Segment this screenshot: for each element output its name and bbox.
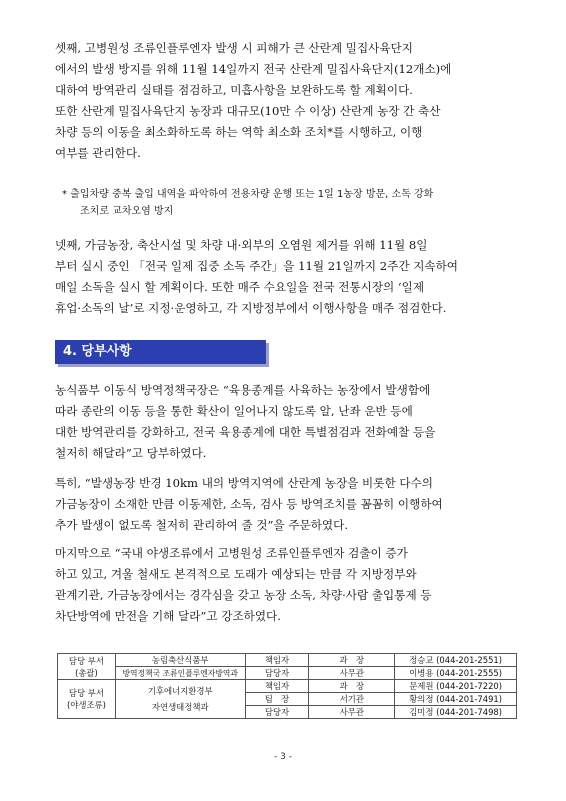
title-cell: 사무관	[309, 706, 395, 719]
org-label: 기후에너지환경부	[147, 686, 213, 696]
text-line: 하고 있고, 겨울 철새도 본격적으로 도래가 예상되는 만큼 각 지방정부와	[55, 567, 417, 581]
org-label: 자연생태정책과	[151, 702, 209, 712]
text-line: 또한 산란계 밀집사육단지 농장과 대규모(10만 수 이상) 산란계 농장 간 축산	[55, 104, 441, 118]
role-cell: 담당자	[245, 706, 309, 719]
org-cell: 방역정책국 조류인플루엔자방역과	[115, 667, 245, 680]
role-cell: 책임자	[245, 654, 309, 667]
text-line: 차량 등의 이동을 최소화하도록 하는 역학 최소화 조치*를 시행하고, 이행	[55, 125, 423, 139]
dept-cell	[58, 654, 116, 680]
text-line: 셋째, 고병원성 조류인플루엔자 발생 시 피해가 큰 산란계 밀집사육단지	[55, 41, 413, 55]
text-line: 철저히 해달라”고 당부하였다.	[55, 446, 207, 460]
title-cell: 과 장	[309, 654, 395, 667]
paragraph-request	[55, 380, 515, 464]
name-cell: 김미정 (044-201-7498)	[395, 706, 517, 719]
dept-label: (야생조류)	[66, 700, 106, 710]
dept-label: 담당 부서	[68, 655, 104, 666]
table-row	[58, 667, 517, 680]
paragraph-final	[55, 543, 515, 627]
text-line: 휴업·소독의 날’로 지정·운영하고, 각 지방정부에서 이행사항을 매주 점검한다.	[55, 301, 447, 315]
text-line: 특히, “발생농장 반경 10km 내의 방역지역에 산란계 농장을 비롯한 다수의	[55, 476, 433, 490]
name-cell: 황의정 (044-201-7491)	[395, 693, 517, 706]
role-cell: 담당자	[245, 667, 309, 680]
footnote-line: * 출입차량 중복 출입 내역을 파악하여 전용차량 운행 또는 1일 1농장 방문, 소독 강화	[62, 189, 434, 200]
paragraph-third-measure	[55, 38, 515, 164]
text-line: 마지막으로 “국내 야생조류에서 고병원성 조류인플루엔자 검출이 증가	[55, 546, 408, 560]
text-line: 농식품부 이동식 방역정책국장은 “육용종계를 사육하는 농장에서 발생함에	[55, 383, 431, 397]
paragraph-special	[55, 473, 515, 536]
title-cell: 사무관	[309, 667, 395, 680]
table-row	[58, 680, 517, 693]
contact-table	[57, 653, 517, 719]
title-cell: 과 장	[309, 680, 395, 693]
text-line: 부터 실시 중인 「전국 일제 집중 소독 주간」을 11월 21일까지 2주간 지속하여	[55, 259, 458, 273]
page-number: - 3 -	[274, 752, 292, 762]
dept-label: 담당 부서	[68, 688, 104, 698]
footnote	[62, 186, 517, 220]
paragraph-fourth-measure	[55, 235, 515, 319]
text-line: 에서의 발생 방지를 위해 11월 14일까지 전국 산란계 밀집사육단지(12개소)에	[55, 62, 452, 76]
text-line: 대한 방역관리를 강화하고, 전국 육용종계에 대한 특별점검과 전화예찰 등을	[55, 425, 436, 439]
dept-cell	[58, 680, 116, 719]
name-cell: 이병용 (044-201-2555)	[395, 667, 517, 680]
role-cell: 팀 장	[245, 693, 309, 706]
footnote-line: 조치로 교차오염 방지	[80, 206, 174, 217]
text-line: 여부를 관리한다.	[55, 146, 141, 160]
dept-label: (총괄)	[75, 667, 98, 678]
role-cell: 책임자	[245, 680, 309, 693]
text-line: 매일 소독을 실시 할 계획이다. 또한 매주 수요일을 전국 전통시장의 ‘일제	[55, 280, 425, 294]
org-cell	[115, 680, 245, 719]
text-line: 차단방역에 만전을 기해 달라”고 강조하였다.	[55, 609, 281, 623]
section-heading: 4. 당부사항	[55, 340, 266, 364]
text-line: 추가 발생이 없도록 철저히 관리하여 줄 것”을 주문하였다.	[55, 518, 349, 532]
table-row	[58, 654, 517, 667]
name-cell: 정승교 (044-201-2551)	[395, 654, 517, 667]
text-line: 가금농장이 소재한 만큼 이동제한, 소독, 검사 등 방역조치를 꼼꼼히 이행하여	[55, 497, 443, 511]
text-line: 대하여 방역관리 실태를 점검하고, 미흡사항을 보완하도록 할 계획이다.	[55, 83, 413, 97]
title-cell: 서기관	[309, 693, 395, 706]
text-line: 관계기관, 가금농장에서는 경각심을 갖고 농장 소독, 차량·사람 출입통제 등	[55, 588, 432, 602]
name-cell: 문제원 (044-201-7220)	[395, 680, 517, 693]
text-line: 따라 종란의 이동 등을 통한 확산이 일어나지 않도록 알, 난좌 운반 등에	[55, 404, 413, 418]
org-cell: 농림축산식품부	[115, 654, 245, 667]
text-line: 넷째, 가금농장, 축산시설 및 차량 내·외부의 오염원 제거를 위해 11월 8일	[55, 238, 428, 252]
